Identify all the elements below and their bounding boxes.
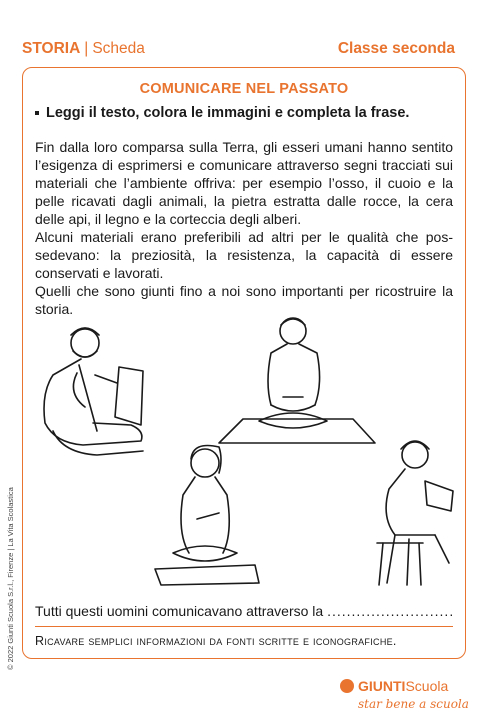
divider	[35, 626, 453, 627]
giunti-scuola-logo	[340, 678, 469, 718]
reading-text	[35, 138, 453, 318]
figure-man-cross-legged-icon	[219, 318, 375, 443]
worksheet-title: COMUNICARE NEL PASSATO	[139, 81, 349, 97]
subject-label: STORIA	[22, 40, 81, 57]
logo-icon	[340, 679, 354, 693]
paragraph: Quelli che sono giunti fino a noi sono importanti per ricostruire la storia.	[35, 283, 453, 317]
instruction	[35, 105, 409, 121]
copyright-note: © 2022 Giunti Scuola S.r.l., Firenze | La Vita Scolastica	[6, 487, 15, 670]
learning-objective: Ricavare semplici informazioni da fonti scritte e iconografiche.	[35, 634, 397, 648]
grade-label: Classe seconda	[337, 40, 455, 57]
header-subject	[22, 40, 145, 58]
completion-sentence: Tutti questi uomini comunicavano attraverso la	[35, 603, 324, 619]
paragraph: Fin dalla loro comparsa sulla Terra, gli esseri umani hanno sentito l’esigenza di esprimersi e comunicare attraverso segni tracciati sui materiali che l’ambiente offriva: per esempio l’osso, il cuoio e la pelle ricavati dagli animali, la pietra estratta dalle rocce, la cera delle api, il legno e la corteccia degli alberi.	[35, 139, 453, 227]
worksheet-frame	[22, 67, 466, 659]
completion-line	[35, 603, 454, 619]
figure-man-writing-board-icon	[44, 328, 143, 455]
answer-blank[interactable]: ..........................	[327, 603, 455, 619]
illustrations	[23, 313, 463, 613]
paragraph: Alcuni materiali erano preferibili ad altri per le qualità che pos-sedevano: la preziosità, la resistenza, la capacità di essere conservati e lavorati.	[35, 229, 453, 281]
doc-type-label: Scheda	[92, 40, 145, 57]
figure-man-stool-tablet-icon	[377, 441, 453, 585]
logo-brand: GIUNTIScuola	[358, 678, 449, 694]
figure-scribe-tablet-icon	[155, 446, 259, 586]
instruction-text: Leggi il testo, colora le immagini e completa la frase.	[46, 105, 410, 121]
bullet-icon	[35, 111, 39, 115]
logo-tagline: star bene a scuola	[358, 697, 469, 711]
header-separator: |	[84, 40, 89, 57]
